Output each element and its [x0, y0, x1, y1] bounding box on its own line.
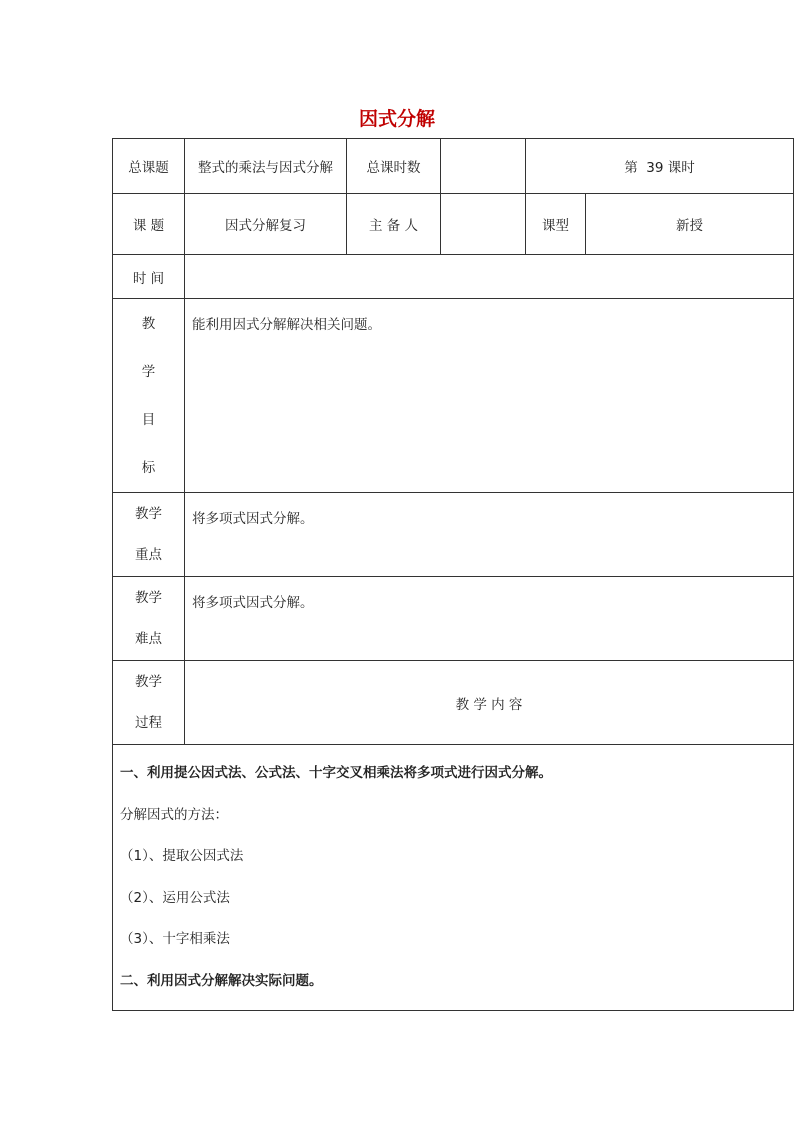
process-label-line: 过程	[135, 714, 162, 731]
row-teaching-goals	[113, 299, 794, 493]
difficulties-label-line: 难点	[135, 630, 162, 647]
key-points-text: 将多项式因式分解。	[185, 493, 794, 577]
method-item: （2）、运用公式法	[120, 889, 230, 906]
course-topic-label: 总课题	[113, 139, 185, 194]
goals-label-char: 标	[141, 459, 156, 476]
difficulties-label-line: 教学	[135, 589, 162, 606]
teaching-goals-text: 能利用因式分解解决相关问题。	[185, 299, 794, 493]
goals-label-char: 目	[141, 411, 156, 428]
document-title: 因式分解	[358, 108, 435, 130]
course-topic-value: 整式的乘法与因式分解	[185, 139, 347, 194]
row-time	[113, 255, 794, 299]
process-label-line: 教学	[135, 673, 162, 690]
preparer-value	[441, 194, 526, 255]
lesson-topic-value: 因式分解复习	[185, 194, 347, 255]
row-teaching-content	[113, 745, 794, 1011]
row-key-points	[113, 493, 794, 577]
total-hours-value	[441, 139, 526, 194]
teaching-content-header: 教 学 内 容	[185, 661, 794, 745]
row-difficulties	[113, 577, 794, 661]
row-course-topic	[113, 139, 794, 194]
teaching-process-label	[113, 661, 185, 745]
method-item: （1）、提取公因式法	[120, 848, 244, 864]
goals-label-char: 学	[141, 363, 156, 380]
key-points-label-line: 教学	[135, 505, 162, 522]
difficulties-text: 将多项式因式分解。	[185, 577, 794, 661]
key-points-label-line: 重点	[135, 546, 162, 563]
lesson-topic-label: 课 题	[113, 194, 185, 255]
lesson-type-label: 课型	[526, 194, 586, 255]
row-teaching-process	[113, 661, 794, 745]
method-item: （3）、十字相乘法	[120, 931, 230, 947]
teaching-content-body	[113, 745, 794, 1011]
lesson-number: 第 39 课时	[526, 139, 794, 194]
lesson-type-value: 新授	[586, 194, 794, 255]
time-label: 时 间	[113, 255, 185, 299]
goals-label-char: 教	[141, 315, 156, 332]
key-points-label	[113, 493, 185, 577]
methods-title: 分解因式的方法：	[120, 806, 228, 823]
lesson-plan-table	[112, 138, 794, 1011]
teaching-goals-label	[113, 299, 185, 493]
total-hours-label: 总课时数	[347, 139, 441, 194]
content-heading-2: 二、利用因式分解解决实际问题。	[120, 972, 323, 989]
time-value	[185, 255, 794, 299]
row-lesson-topic	[113, 194, 794, 255]
difficulties-label	[113, 577, 185, 661]
content-heading-1: 一、利用提公因式法、公式法、十字交叉相乘法将多项式进行因式分解。	[120, 765, 552, 781]
preparer-label: 主 备 人	[347, 194, 441, 255]
